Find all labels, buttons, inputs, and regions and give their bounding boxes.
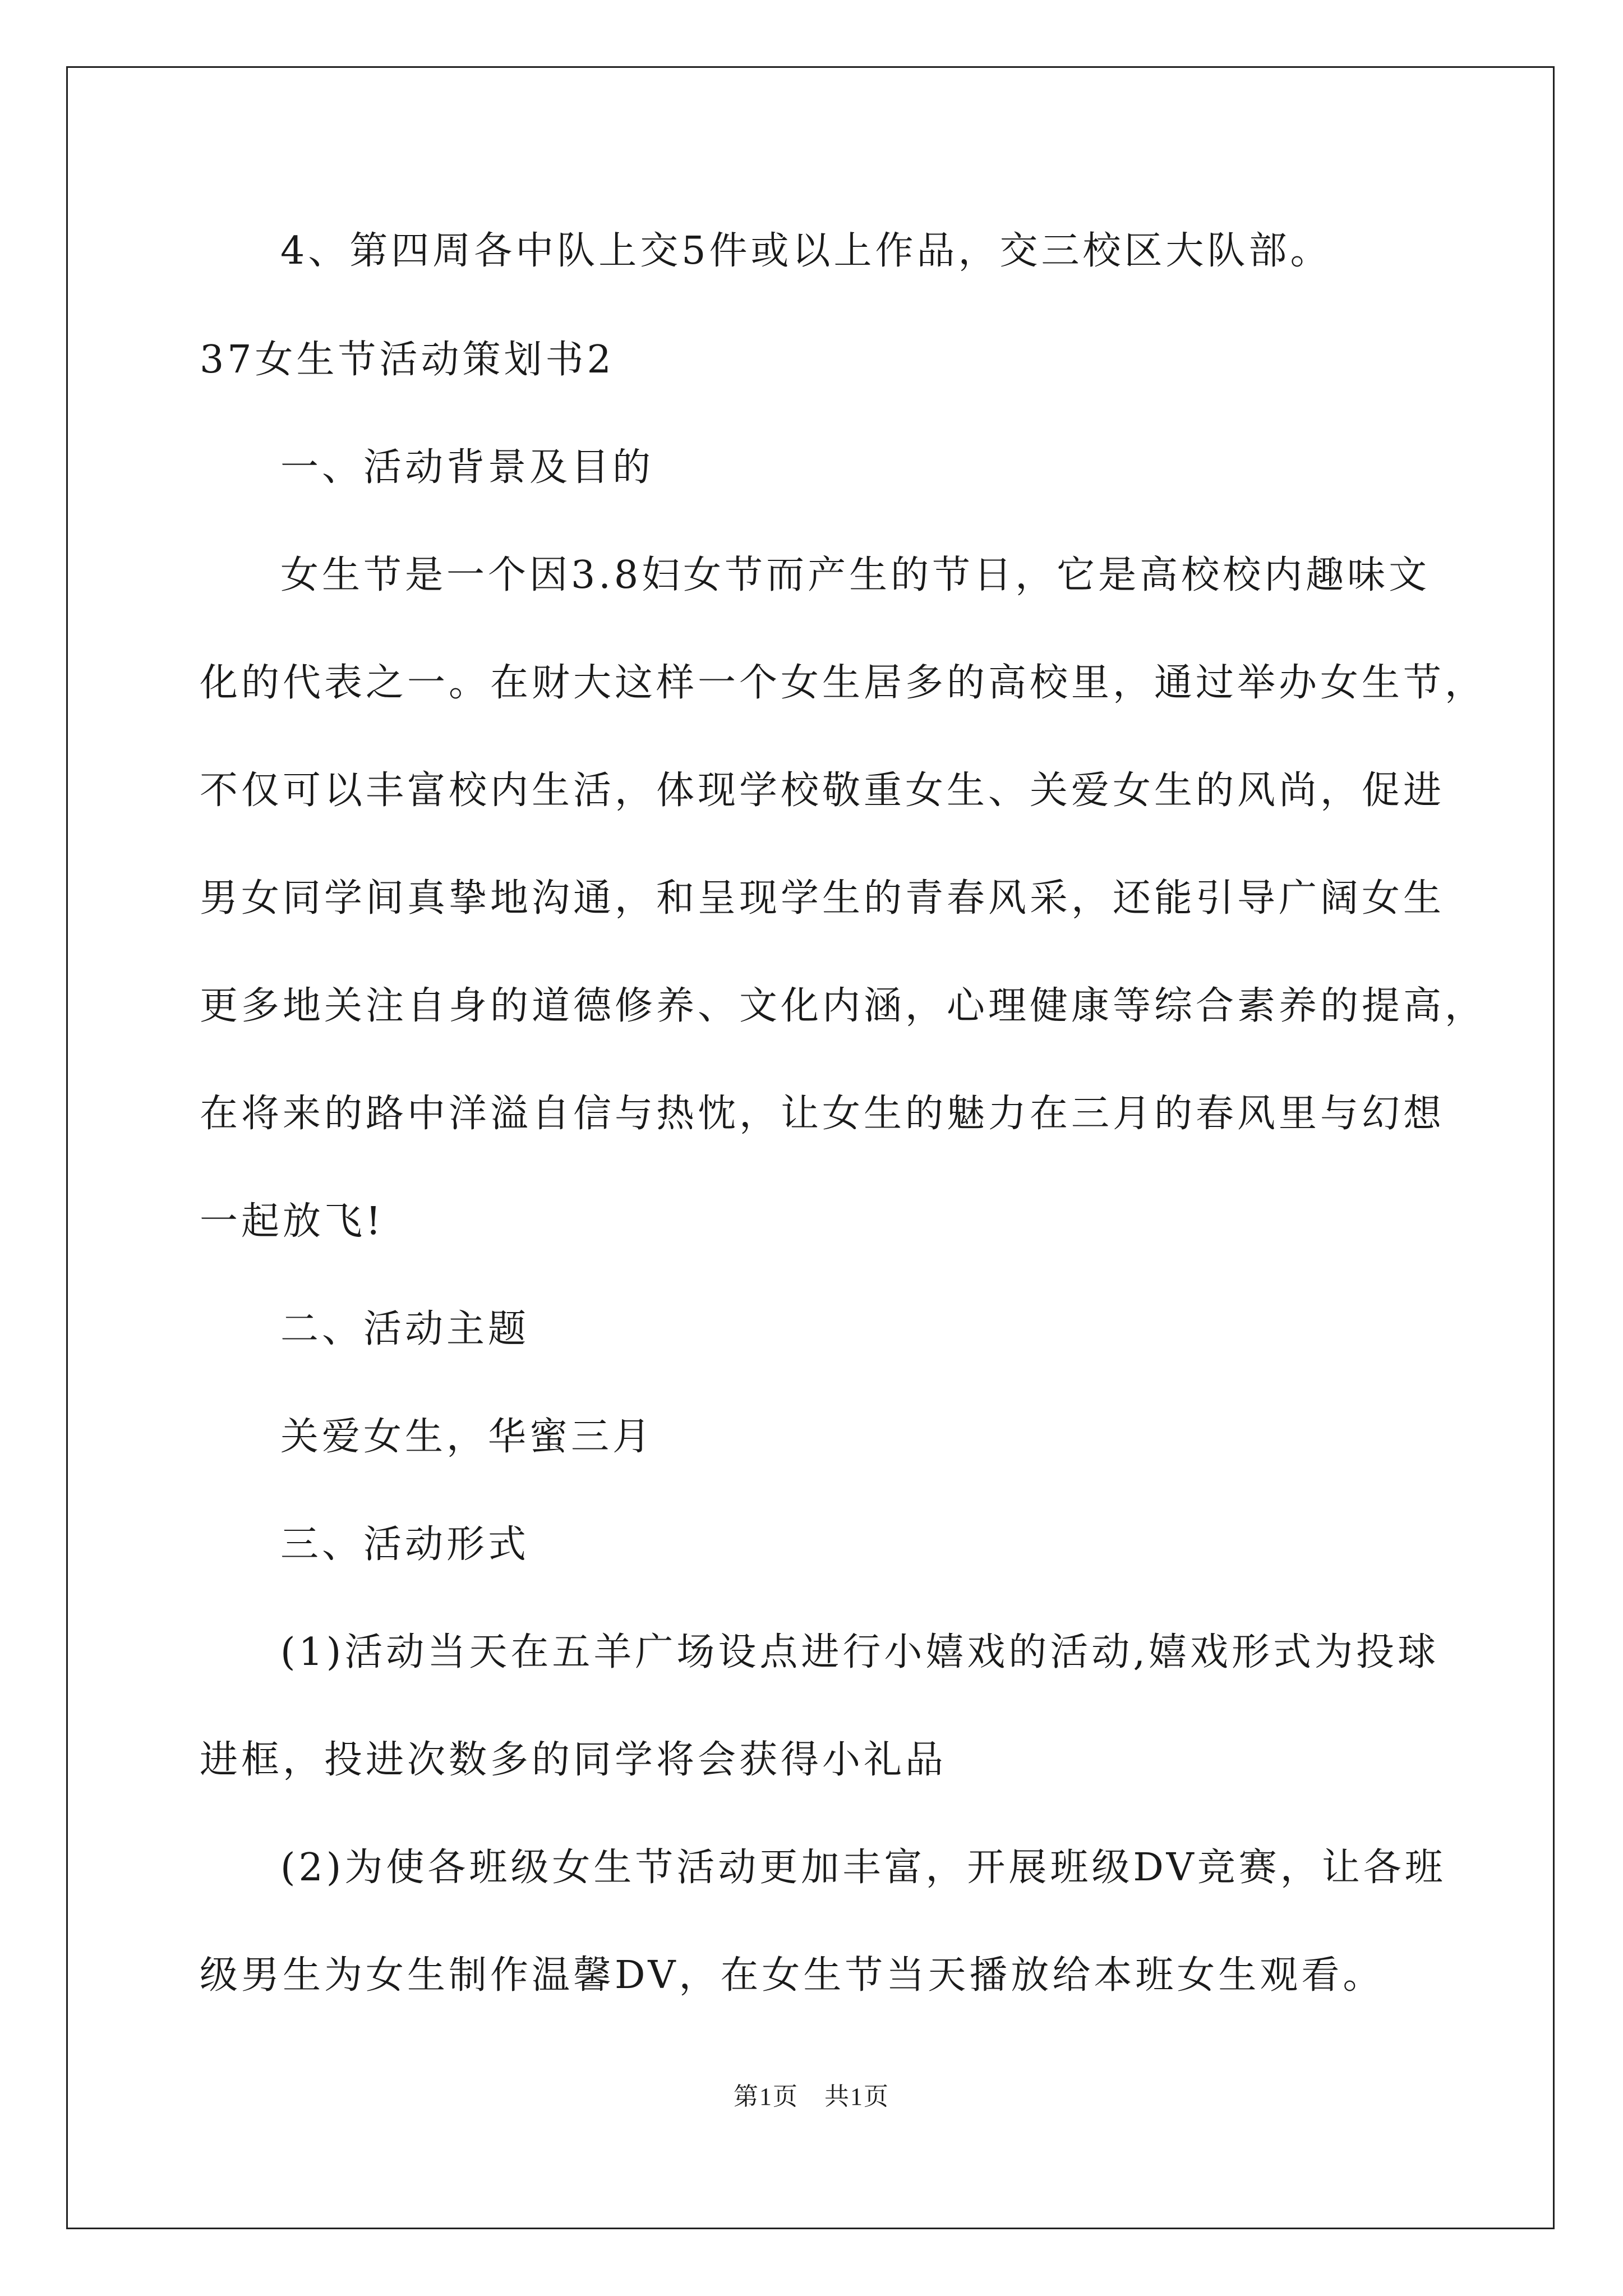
text-line: 不仅可以丰富校内生活，体现学校敬重女生、关爱女生的风尚，促进 — [200, 769, 1445, 813]
text-line: 进框，投进次数多的同学将会获得小礼品 — [200, 1738, 947, 1782]
text-line: 一起放飞! — [200, 1199, 385, 1244]
text-line: (1)活动当天在五羊广场设点进行小嬉戏的活动,嬉戏形式为投球 — [280, 1630, 1439, 1674]
text-line: 更多地关注自身的道德修养、文化内涵，心理健康等综合素养的提高， — [200, 984, 1487, 1028]
section-title: 37女生节活动策划书2 — [200, 338, 615, 382]
heading-format: 三、活动形式 — [280, 1522, 530, 1567]
heading-theme: 二、活动主题 — [280, 1307, 530, 1351]
text-line: 4、第四周各中队上交5件或以上作品，交三校区大队部。 — [280, 229, 1332, 273]
text-line: 女生节是一个因3.8妇女节而产生的节日，它是高校校内趣味文 — [280, 553, 1431, 597]
text-line: 在将来的路中洋溢自信与热忱，让女生的魅力在三月的春风里与幻想 — [200, 1092, 1445, 1136]
text-line: 化的代表之一。在财大这样一个女生居多的高校里，通过举办女生节， — [200, 661, 1487, 705]
text-line: 男女同学间真挚地沟通，和呈现学生的青春风采，还能引导广阔女生 — [200, 876, 1445, 921]
page-border — [66, 66, 1555, 2229]
page-number-footer: 第1页 共1页 — [734, 2083, 889, 2110]
text-line: 级男生为女生制作温馨DV，在女生节当天播放给本班女生观看。 — [200, 1953, 1385, 1998]
heading-background: 一、活动背景及目的 — [280, 445, 654, 490]
text-line: (2)为使各班级女生节活动更加丰富，开展班级DV竞赛，让各班 — [280, 1846, 1446, 1890]
theme-text: 关爱女生，华蜜三月 — [280, 1415, 654, 1459]
